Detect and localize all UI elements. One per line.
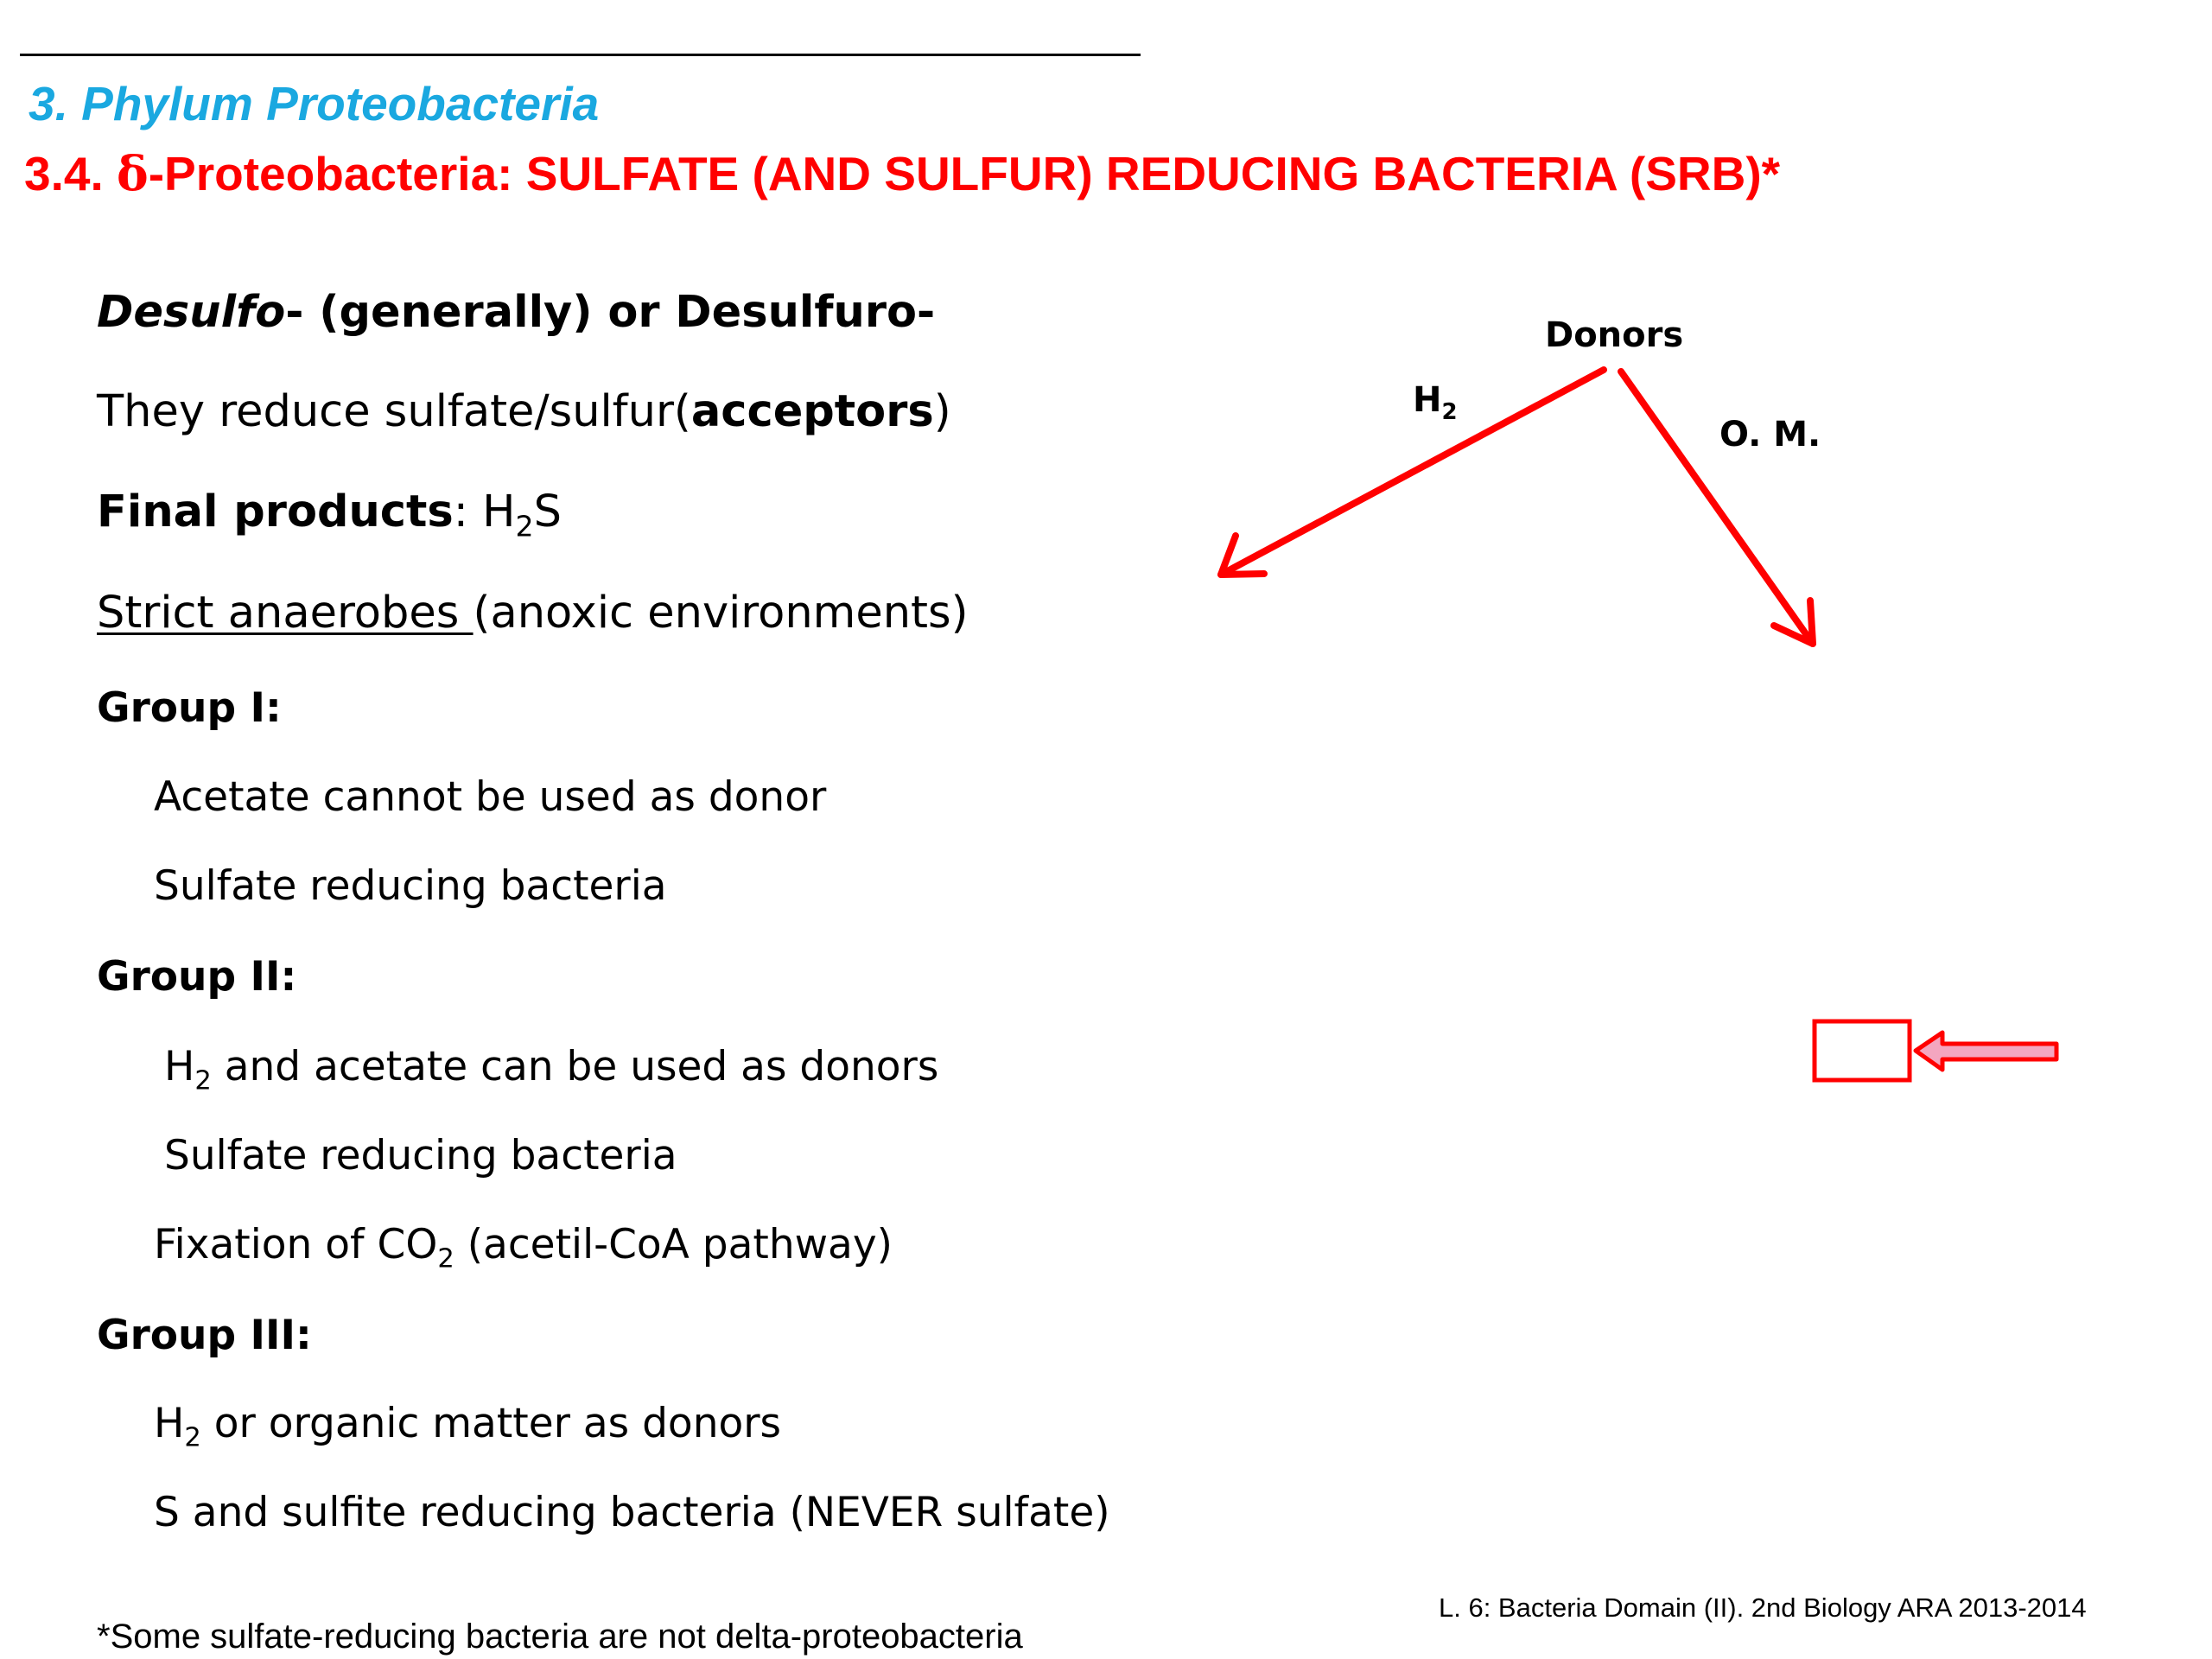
footer-text: L. 6: Bacteria Domain (II). 2nd Biology ARA 2013-2014 bbox=[1439, 1592, 2087, 1623]
group-1-item-a: Acetate cannot be used as donor bbox=[154, 773, 827, 821]
desulfuro-term: - (generally) or Desulfuro- bbox=[285, 287, 936, 338]
h2-arrow-head bbox=[1221, 536, 1264, 575]
group-3-item-a-post: or organic matter as donors bbox=[200, 1400, 782, 1447]
final-products-sub: 2 bbox=[515, 509, 534, 543]
acceptor-bold: acceptors bbox=[690, 386, 934, 437]
footnote: *Some sulfate-reducing bacteria are not delta-proteobacteria bbox=[97, 1618, 1023, 1656]
group-3-item-b: S and sulfite reducing bacteria (NEVER sulfate) bbox=[154, 1489, 1110, 1536]
strict-anaerobes-label: Strict anaerobes bbox=[97, 588, 474, 639]
group-2-item-a-sub: 2 bbox=[194, 1065, 212, 1096]
group-2-item-a-pre: H bbox=[164, 1043, 195, 1090]
final-products-label: Final products bbox=[97, 486, 454, 537]
group-2-item-b: Sulfate reducing bacteria bbox=[164, 1132, 677, 1179]
group-2-item-c bbox=[154, 1221, 893, 1274]
subsection-rest: -Proteobacteria: SULFATE (AND SULFUR) REDUCING BACTERIA (SRB)* bbox=[148, 147, 1781, 200]
group-2-item-c-sub: 2 bbox=[437, 1243, 454, 1274]
acceptor-post: ) bbox=[933, 386, 951, 437]
group-1-title: Group I: bbox=[97, 684, 282, 732]
group-3-item-a-pre: H bbox=[154, 1400, 185, 1447]
final-products-line bbox=[97, 486, 562, 543]
om-label: O. M. bbox=[1719, 415, 1821, 454]
group-3-title: Group III: bbox=[97, 1312, 312, 1359]
group-3-item-a-sub: 2 bbox=[184, 1422, 201, 1453]
final-products-pre: : H bbox=[453, 486, 516, 537]
prefix-line bbox=[97, 287, 935, 338]
group-2-title: Group II: bbox=[97, 953, 297, 1001]
subsection-title bbox=[24, 145, 1780, 201]
group-2-item-a bbox=[164, 1043, 939, 1096]
acceptor-line bbox=[97, 386, 951, 437]
anaerobes-rest: (anoxic environments) bbox=[473, 588, 969, 639]
final-products-post: S bbox=[533, 486, 562, 537]
group-2-item-a-post: and acetate can be used as donors bbox=[211, 1043, 939, 1090]
desulfo-term: Desulfo bbox=[97, 287, 286, 338]
h2-label-h: H bbox=[1413, 380, 1442, 420]
group-2-item-c-pre: Fixation of CO bbox=[154, 1221, 438, 1268]
delta-symbol: δ bbox=[117, 145, 149, 201]
group-2-item-c-post: (acetil-CoA pathway) bbox=[454, 1221, 893, 1268]
donors-label: Donors bbox=[1545, 315, 1684, 355]
left-pointer-arrow-icon bbox=[1916, 1033, 2056, 1070]
group-1-item-b: Sulfate reducing bacteria bbox=[154, 862, 667, 910]
acceptor-pre: They reduce sulfate/sulfur( bbox=[97, 386, 691, 437]
top-rule bbox=[20, 54, 1141, 56]
group-3-item-a bbox=[154, 1400, 782, 1453]
highlight-box bbox=[1815, 1021, 1910, 1080]
subsection-prefix: 3.4. bbox=[24, 147, 118, 200]
anaerobes-line bbox=[97, 588, 969, 639]
section-title: 3. Phylum Proteobacteria bbox=[29, 77, 600, 130]
h2-label bbox=[1413, 380, 1458, 426]
om-arrow-head bbox=[1774, 601, 1813, 644]
h2-label-sub: 2 bbox=[1441, 399, 1458, 426]
om-arrow bbox=[1621, 372, 1813, 644]
